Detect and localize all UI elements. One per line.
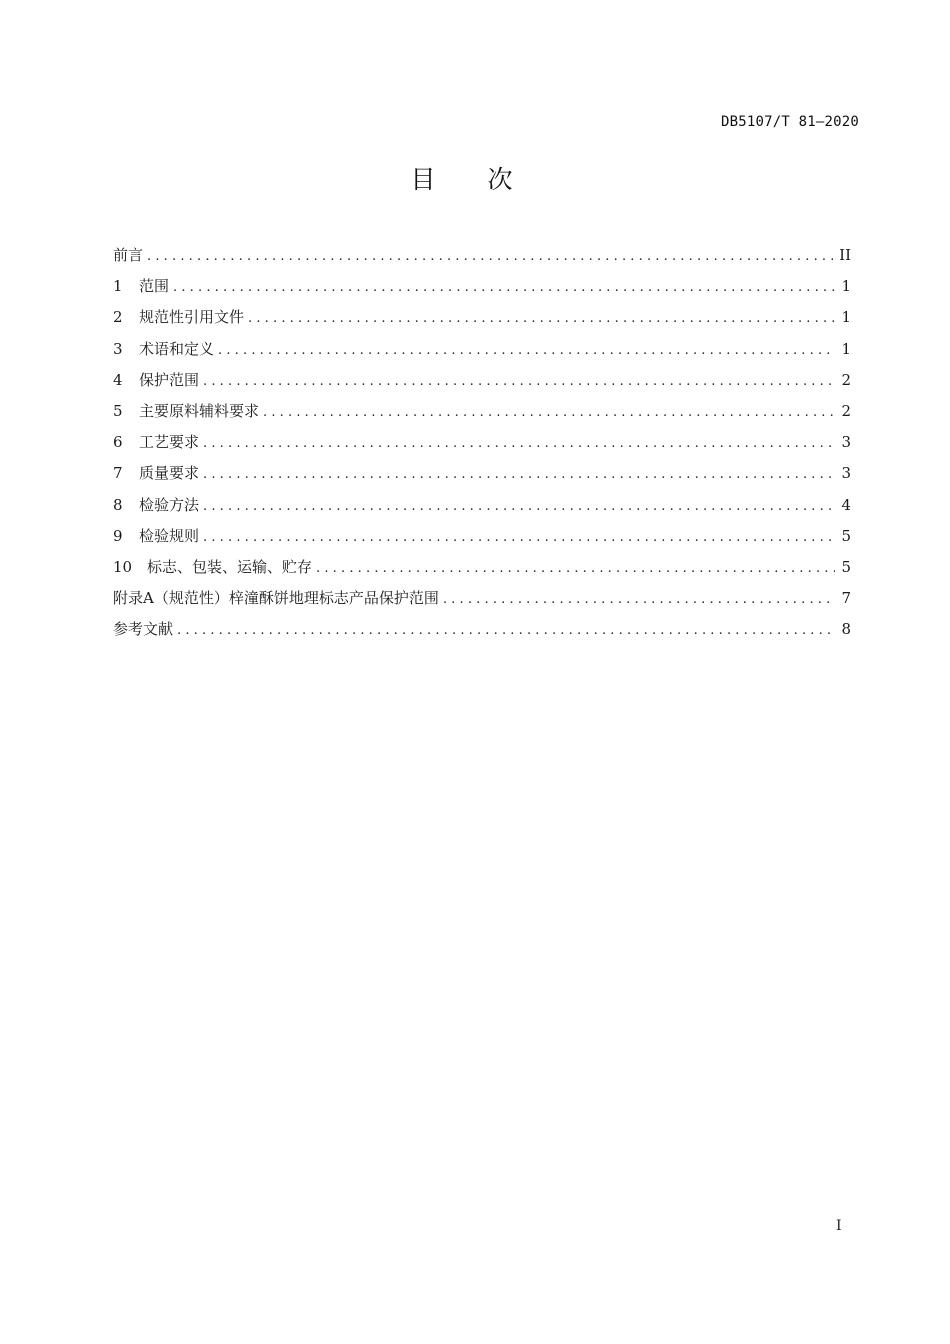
toc-entry-page: 1: [841, 339, 851, 358]
toc-entry-raw-materials[interactable]: [113, 396, 851, 427]
toc-entry-page: 3: [841, 464, 851, 483]
toc-entry-label: 附录A（规范性）梓潼酥饼地理标志产品保护范围: [113, 589, 439, 608]
toc-entry-number: 8: [113, 495, 123, 514]
toc-entry-page: 2: [841, 401, 851, 420]
toc-entry-bibliography[interactable]: [113, 614, 851, 645]
toc-dot-leader: [203, 428, 835, 459]
table-of-contents: [113, 240, 851, 645]
toc-dot-leader: [147, 241, 833, 272]
toc-entry-label: 规范性引用文件: [139, 308, 245, 327]
toc-entry-page: 3: [841, 433, 851, 452]
toc-entry-label: 参考文献: [113, 620, 174, 639]
toc-entry-number: 1: [113, 277, 123, 296]
toc-entry-page: II: [839, 246, 851, 264]
document-code: DB5107/T 81—2020: [720, 114, 859, 130]
toc-entry-page: 4: [841, 495, 851, 514]
toc-entry-label: 保护范围: [139, 370, 200, 389]
toc-entry-protection-scope[interactable]: [113, 365, 851, 396]
toc-entry-page: 7: [841, 589, 851, 608]
toc-entry-scope[interactable]: [113, 271, 851, 302]
toc-entry-page: 5: [841, 526, 851, 545]
toc-dot-leader: [248, 303, 835, 334]
toc-dot-leader: [316, 553, 835, 584]
toc-dot-leader: [218, 335, 835, 366]
toc-entry-quality-requirements[interactable]: [113, 458, 851, 489]
toc-entry-number: 7: [113, 464, 123, 483]
toc-dot-leader: [203, 366, 835, 397]
toc-entry-number: 9: [113, 526, 123, 545]
toc-entry-label: 主要原料辅料要求: [139, 401, 260, 420]
toc-entry-label: 范围: [139, 277, 170, 296]
page-number: I: [836, 1218, 842, 1234]
toc-entry-number: 5: [113, 401, 123, 420]
toc-entry-page: 5: [841, 557, 851, 576]
toc-dot-leader: [177, 615, 835, 646]
toc-entry-page: 2: [841, 370, 851, 389]
toc-dot-leader: [443, 584, 835, 615]
toc-entry-foreword[interactable]: [113, 240, 851, 271]
toc-entry-label: 前言: [113, 246, 144, 264]
toc-entry-label: 术语和定义: [139, 339, 215, 358]
toc-entry-label: 质量要求: [139, 464, 200, 483]
toc-entry-label: 检验方法: [139, 495, 200, 514]
toc-entry-label: 标志、包装、运输、贮存: [147, 557, 313, 576]
toc-entry-number: 4: [113, 370, 123, 389]
toc-title: 目次: [410, 165, 565, 194]
toc-entry-marking-packaging[interactable]: [113, 552, 851, 583]
toc-entry-process-requirements[interactable]: [113, 427, 851, 458]
toc-entry-label: 工艺要求: [139, 433, 200, 452]
toc-entry-number: 10: [113, 557, 133, 576]
toc-entry-page: 1: [841, 277, 851, 296]
toc-entry-normative-references[interactable]: [113, 302, 851, 333]
toc-entry-test-methods[interactable]: [113, 490, 851, 521]
toc-dot-leader: [203, 491, 835, 522]
toc-entry-number: 3: [113, 339, 123, 358]
toc-entry-page: 1: [841, 308, 851, 327]
toc-entry-appendix-a[interactable]: [113, 583, 851, 614]
toc-entry-inspection-rules[interactable]: [113, 521, 851, 552]
toc-entry-number: 2: [113, 308, 123, 327]
toc-entry-page: 8: [841, 620, 851, 639]
toc-entry-terms-definitions[interactable]: [113, 334, 851, 365]
toc-dot-leader: [203, 459, 835, 490]
toc-dot-leader: [263, 397, 835, 428]
toc-dot-leader: [173, 272, 835, 303]
toc-entry-number: 6: [113, 433, 123, 452]
toc-dot-leader: [203, 522, 835, 553]
toc-entry-label: 检验规则: [139, 526, 200, 545]
